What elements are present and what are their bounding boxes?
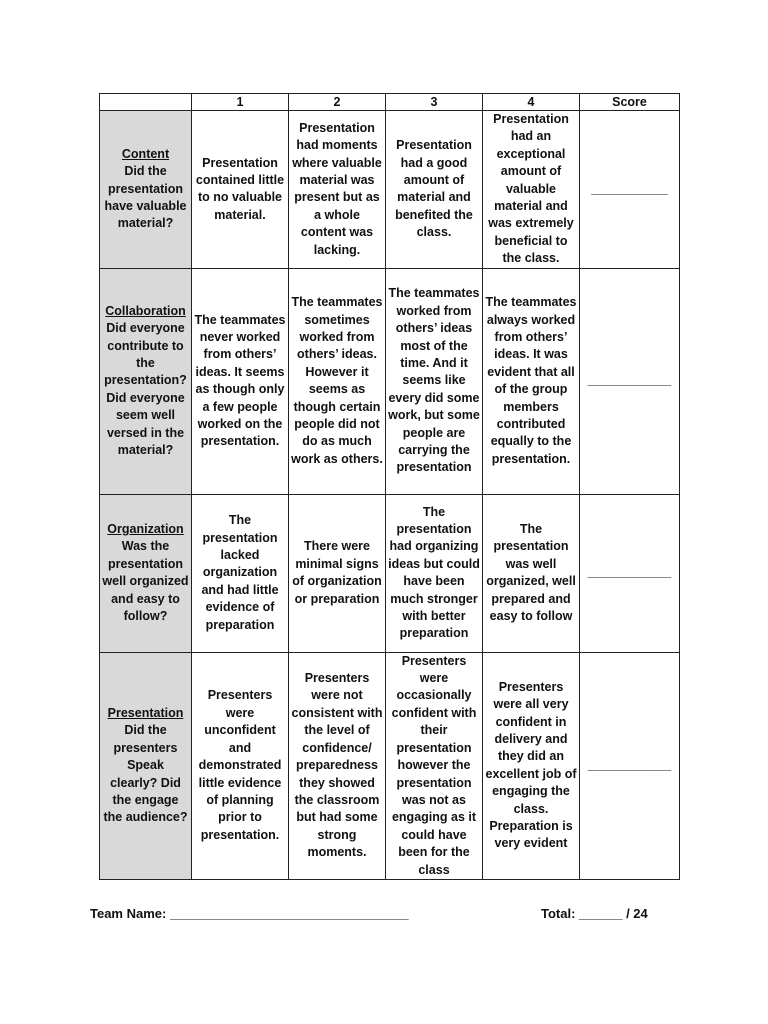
score-blank[interactable]: ___________ — [591, 181, 668, 196]
criterion-title: Content — [121, 146, 170, 161]
header-level-2: 2 — [289, 94, 386, 111]
criterion-cell — [100, 652, 192, 879]
score-cell — [580, 268, 680, 494]
level-2-cell: Presenters were not consistent with the level of confidence/ preparedness they showed the classroom but had some strong moments. — [289, 652, 386, 879]
score-cell — [580, 111, 680, 269]
header-criterion — [100, 94, 192, 111]
level-4-cell: The presentation was well organized, well prepared and easy to follow — [483, 494, 580, 652]
level-3-cell: The presentation had organizing ideas but could have been much stronger with better preparation — [386, 494, 483, 652]
header-score: Score — [580, 94, 680, 111]
level-1-cell: Presenters were unconfident and demonstrated little evidence of planning prior to presentation. — [192, 652, 289, 879]
rubric-row-organization — [100, 494, 680, 652]
criterion-cell — [100, 111, 192, 269]
total-label: Total: — [541, 906, 576, 921]
score-cell — [580, 494, 680, 652]
level-4-cell: Presentation had an exceptional amount of valuable material and was extremely beneficial to the class. — [483, 111, 580, 269]
criterion-title: Organization — [107, 521, 184, 536]
criterion-question: Was the presentation well organized and easy to follow? — [102, 539, 189, 623]
team-name-label: Team Name: — [90, 906, 167, 921]
criterion-title: Collaboration — [105, 303, 186, 318]
rubric-table — [99, 93, 680, 880]
score-blank[interactable]: ____________ — [587, 565, 672, 580]
criterion-question: Did the presenters Speak clearly? Did the engage the audience? — [103, 723, 188, 825]
total-max: / 24 — [626, 906, 648, 921]
level-3-cell: The teammates worked from others’ ideas most of the time. And it seems like every did some work, but some people are carrying the presentation — [386, 268, 483, 494]
header-level-1: 1 — [192, 94, 289, 111]
criterion-cell — [100, 268, 192, 494]
level-4-cell: Presenters were all very confident in delivery and they did an excellent job of engaging the class. Preparation is very evident — [483, 652, 580, 879]
team-name-field — [90, 906, 409, 921]
level-3-cell: Presentation had a good amount of material and benefited the class. — [386, 111, 483, 269]
rubric-row-content — [100, 111, 680, 269]
criterion-question: Did the presentation have valuable material? — [104, 164, 187, 231]
criterion-question: Did everyone contribute to the presentation? Did everyone seem well versed in the material? — [104, 321, 187, 458]
team-name-blank[interactable]: _________________________________ — [169, 906, 409, 921]
score-cell — [580, 652, 680, 879]
score-blank[interactable]: ____________ — [587, 758, 672, 773]
criterion-cell — [100, 494, 192, 652]
level-4-cell: The teammates always worked from others’ ideas. It was evident that all of the group members contributed equally to the presentation. — [483, 268, 580, 494]
score-blank[interactable]: ____________ — [587, 373, 672, 388]
level-3-cell: Presenters were occasionally confident with their presentation however the presentation was not as engaging as it could have been for the class — [386, 652, 483, 879]
header-level-4: 4 — [483, 94, 580, 111]
level-1-cell: The teammates never worked from others’ ideas. It seems as though only a few people worked on the presentation. — [192, 268, 289, 494]
level-2-cell: The teammates sometimes worked from others’ ideas. However it seems as though certain people did not do as much work as others. — [289, 268, 386, 494]
level-2-cell: There were minimal signs of organization or preparation — [289, 494, 386, 652]
header-level-3: 3 — [386, 94, 483, 111]
level-2-cell: Presentation had moments where valuable material was present but as a whole content was lacking. — [289, 111, 386, 269]
rubric-row-collaboration — [100, 268, 680, 494]
level-1-cell: The presentation lacked organization and had little evidence of preparation — [192, 494, 289, 652]
rubric-row-presentation — [100, 652, 680, 879]
total-field — [541, 906, 648, 921]
total-blank[interactable]: ______ — [579, 906, 623, 921]
level-1-cell: Presentation contained little to no valuable material. — [192, 111, 289, 269]
criterion-title: Presentation — [107, 705, 184, 720]
header-row — [100, 94, 680, 111]
